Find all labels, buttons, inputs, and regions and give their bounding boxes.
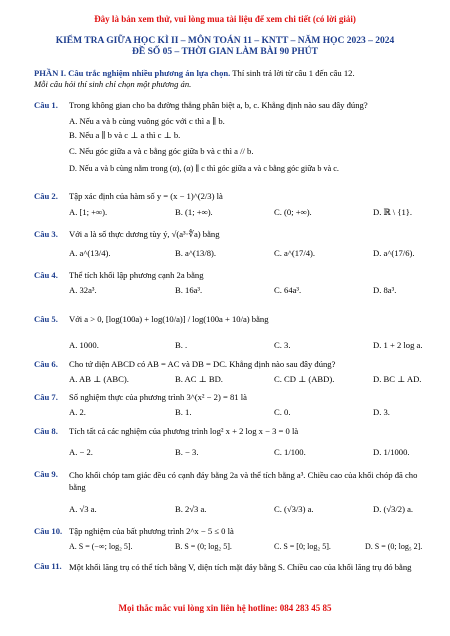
q6-option-b[interactable]: B. AC ⊥ BD. (175, 374, 223, 384)
q3-option-b[interactable]: B. a^(13/8). (175, 248, 217, 258)
q4-option-d[interactable]: D. 8a³. (373, 285, 397, 295)
q3-option-c[interactable]: C. a^(17/4). (274, 248, 316, 258)
q2-text: Tập xác định của hàm số y = (x − 1)^(2/3) là (69, 191, 223, 201)
q10-option-c[interactable]: C. S = [0; log₂ 5]. (274, 542, 331, 551)
q9-option-c[interactable]: C. (√3/3) a. (274, 504, 314, 514)
q11-text: Một khối lăng trụ có thể tích bằng V, diện tích mặt đáy bằng S. Chiều cao của khối lăng trụ đó bằng (69, 562, 412, 572)
q9-option-b[interactable]: B. 2√3 a. (175, 504, 207, 514)
preview-banner: Đây là bản xem thử, vui lòng mua tài liệu để xem chi tiết (có lời giải) (94, 14, 356, 24)
q8-option-c[interactable]: C. 1/100. (274, 447, 306, 457)
q8-label: Câu 8. (34, 426, 58, 436)
q2-option-d[interactable]: D. ℝ \ {1}. (373, 207, 413, 217)
q6-label: Câu 6. (34, 359, 58, 369)
q10-label: Câu 10. (34, 526, 63, 536)
q2-option-c[interactable]: C. (0; +∞). (274, 207, 312, 217)
q3-label: Câu 3. (34, 229, 58, 239)
q4-label: Câu 4. (34, 270, 58, 280)
q6-option-a[interactable]: A. AB ⊥ (ABC). (69, 374, 129, 384)
q8-text: Tích tất cả các nghiệm của phương trình log² x + 2 log x − 3 = 0 là (69, 426, 299, 436)
q6-text: Cho tứ diện ABCD có AB = AC và DB = DC. Khẳng định nào sau đây đúng? (69, 359, 336, 369)
q2-label: Câu 2. (34, 191, 58, 201)
q5-option-d[interactable]: D. 1 + 2 log a. (373, 340, 423, 350)
q1-option-b[interactable]: B. Nếu a ∥ b và c ⊥ a thì c ⊥ b. (69, 130, 181, 140)
q4-option-c[interactable]: C. 64a³. (274, 285, 302, 295)
q5-label: Câu 5. (34, 314, 58, 324)
q10-option-d[interactable]: D. S = (0; log₅ 2]. (365, 542, 423, 551)
q3-text: Với a là số thực dương tùy ý, √(a³·∜a) bằng (69, 229, 220, 239)
q11-label: Câu 11. (34, 561, 62, 571)
q2-option-a[interactable]: A. [1; +∞). (69, 207, 108, 217)
q9-option-d[interactable]: D. (√3/2) a. (373, 504, 414, 514)
q1-label: Câu 1. (34, 100, 58, 110)
q7-option-b[interactable]: B. 1. (175, 407, 192, 417)
exam-subtitle: ĐỀ SỐ 05 – THỜI GIAN LÀM BÀI 90 PHÚT (132, 47, 318, 57)
q5-option-b[interactable]: B. . (175, 340, 188, 350)
q3-option-d[interactable]: D. a^(17/6). (373, 248, 415, 258)
q4-text: Thể tích khối lập phương cạnh 2a bằng (69, 270, 204, 280)
section-note: Mỗi câu hỏi thí sinh chỉ chọn một phương án. (34, 79, 192, 89)
q10-option-b[interactable]: B. S = (0; log₂ 5]. (175, 542, 232, 551)
q7-option-d[interactable]: D. 3. (373, 407, 390, 417)
q6-option-c[interactable]: C. CD ⊥ (ABD). (274, 374, 335, 384)
q1-option-d[interactable]: D. Nếu a và b cùng nằm trong (α), (α) ∥ c thì góc giữa a và c bằng góc giữa b và c. (69, 164, 339, 173)
q9-option-a[interactable]: A. √3 a. (69, 504, 97, 514)
q7-text: Số nghiệm thực của phương trình 3^(x² − 2) = 81 là (69, 392, 247, 402)
q5-text: Với a > 0, [log(100a) + log(10/a)] / log(100a + 10/a) bằng (69, 314, 269, 324)
q1-option-a[interactable]: A. Nếu a và b cùng vuông góc với c thì a ∥ b. (69, 116, 225, 126)
q8-option-d[interactable]: D. 1/1000. (373, 447, 410, 457)
q5-option-a[interactable]: A. 1000. (69, 340, 99, 350)
q3-option-a[interactable]: A. a^(13/4). (69, 248, 111, 258)
q7-option-a[interactable]: A. 2. (69, 407, 86, 417)
section-header (34, 68, 355, 78)
q9-label: Câu 9. (34, 469, 58, 479)
q7-option-c[interactable]: C. 0. (274, 407, 291, 417)
q1-text: Trong không gian cho ba đường thẳng phân biệt a, b, c. Khẳng định nào sau đây đúng? (69, 100, 368, 110)
q4-option-a[interactable]: A. 32a³. (69, 285, 97, 295)
q10-text: Tập nghiệm của bất phương trình 2^x − 5 ≤ 0 là (69, 526, 234, 536)
section-desc: Thí sinh trả lời từ câu 1 đến câu 12. (230, 68, 355, 78)
q1-option-c[interactable]: C. Nếu góc giữa a và c bằng góc giữa b và c thì a // b. (69, 146, 254, 156)
exam-title: KIỂM TRA GIỮA HỌC KÌ II – MÔN TOÁN 11 – KNTT – NĂM HỌC 2023 – 2024 (55, 36, 395, 46)
q4-option-b[interactable]: B. 16a³. (175, 285, 203, 295)
q10-option-a[interactable]: A. S = (−∞; log₂ 5]. (69, 542, 133, 551)
q8-option-a[interactable]: A. − 2. (69, 447, 93, 457)
q7-label: Câu 7. (34, 392, 58, 402)
q6-option-d[interactable]: D. BC ⊥ AD. (373, 374, 422, 384)
q9-text: Cho khối chóp tam giác đều có cạnh đáy bằng 2a và thể tích bằng a³. Chiều cao của khối chóp đã cho bằng (69, 470, 418, 492)
section-label: PHẦN I. Câu trắc nghiệm nhiều phương án lựa chọn. (34, 68, 231, 78)
q8-option-b[interactable]: B. − 3. (175, 447, 199, 457)
hotline-footer: Mọi thắc mắc vui lòng xin liên hệ hotline: 084 283 45 85 (118, 603, 332, 613)
q5-option-c[interactable]: C. 3. (274, 340, 291, 350)
q2-option-b[interactable]: B. (1; +∞). (175, 207, 213, 217)
